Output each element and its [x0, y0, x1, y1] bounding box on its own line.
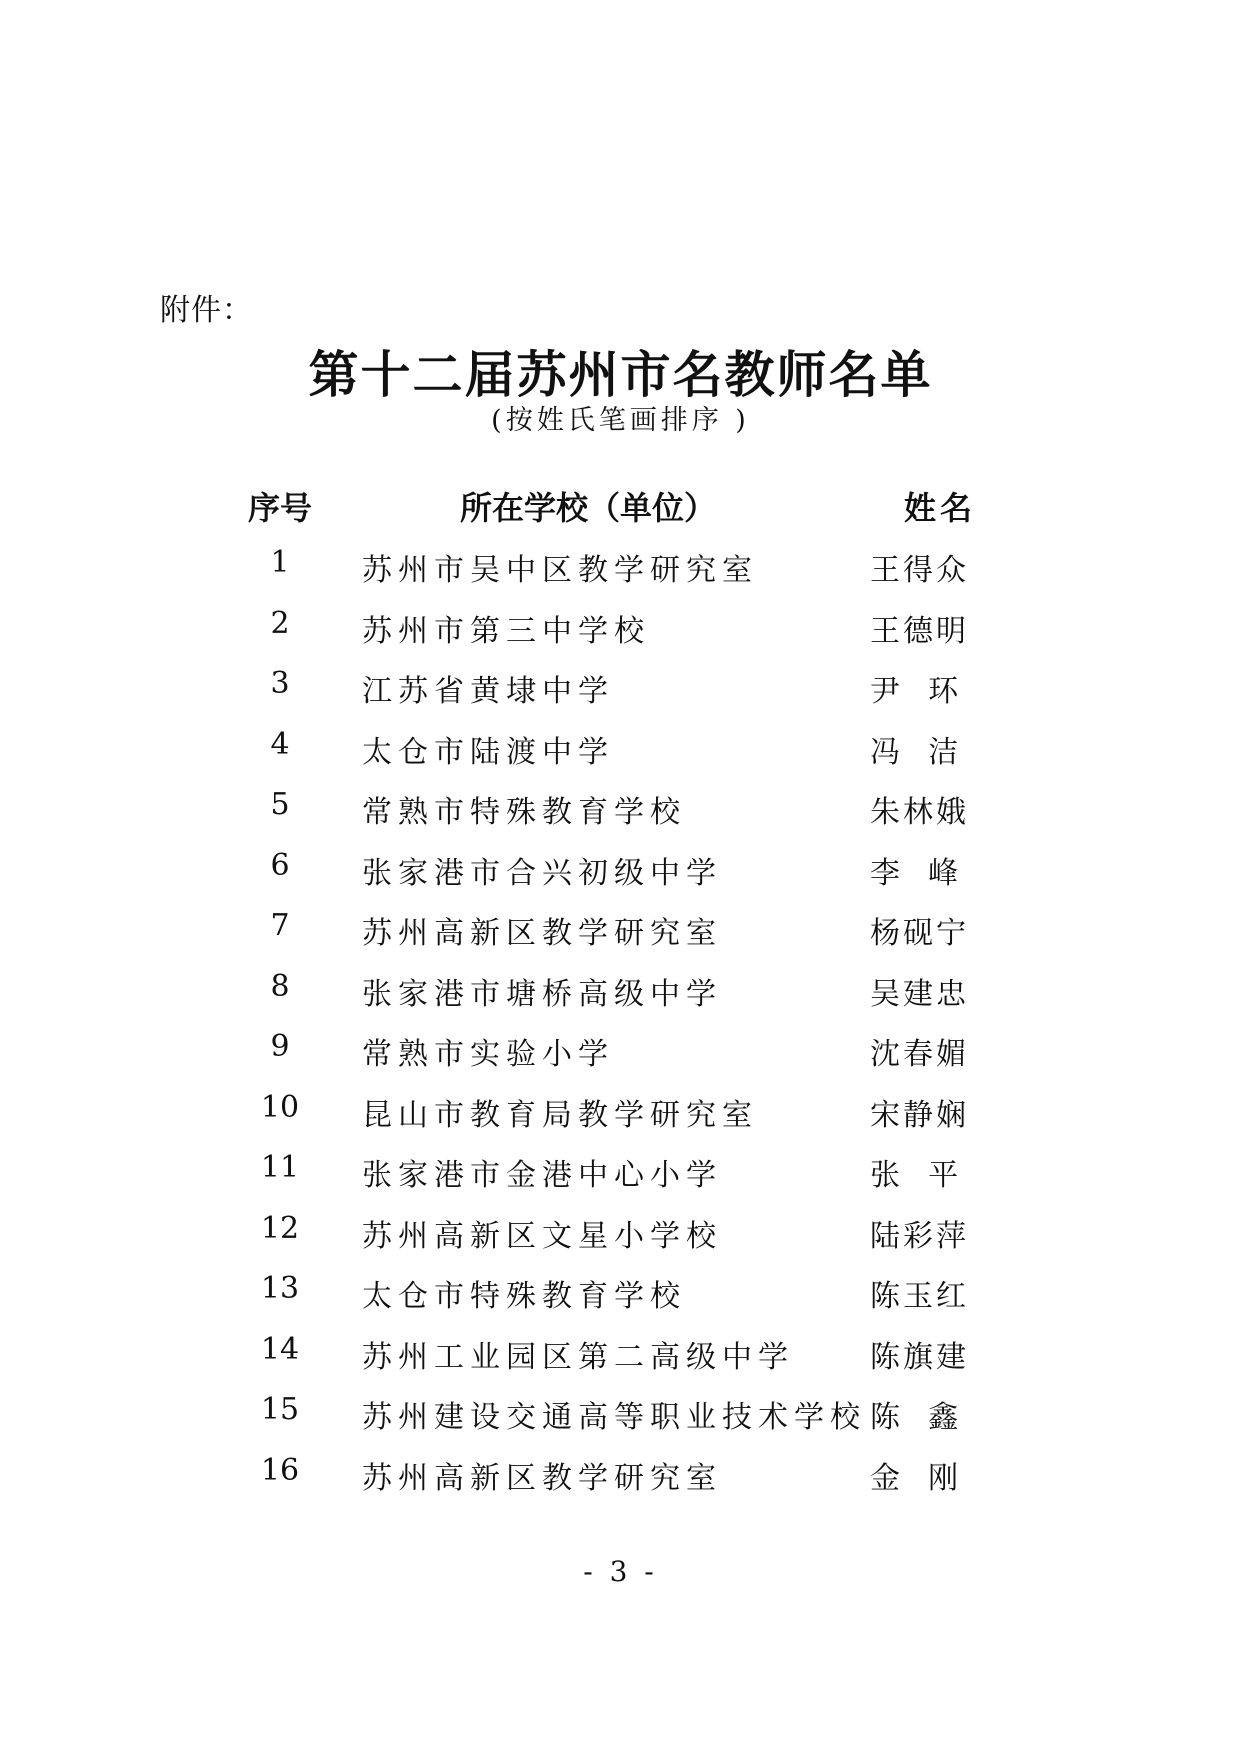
row-name: 尹 环 — [870, 674, 962, 709]
row-school: 苏州市第三中学校 — [362, 613, 650, 649]
row-school: 常熟市实验小学 — [362, 1037, 614, 1072]
table-row — [0, 1271, 1241, 1332]
row-name: 王得众 — [870, 553, 969, 588]
table-row — [0, 727, 1241, 788]
table-header — [0, 483, 1241, 533]
row-name: 张 平 — [870, 1158, 962, 1193]
row-seq: 8 — [270, 968, 290, 1004]
row-name: 朱林娥 — [870, 795, 969, 830]
row-name: 陈 鑫 — [870, 1400, 962, 1435]
table-row — [0, 908, 1241, 969]
table-row — [0, 969, 1241, 1030]
row-school: 昆山市教育局教学研究室 — [362, 1097, 758, 1133]
row-seq: 3 — [270, 666, 290, 701]
row-name: 金 刚 — [870, 1460, 962, 1496]
document-subtitle: (按姓氏笔画排序 ) — [491, 405, 750, 436]
table-row — [0, 848, 1241, 909]
table-row — [0, 1392, 1241, 1453]
table-row — [0, 1211, 1241, 1272]
row-school: 常熟市特殊教育学校 — [362, 795, 686, 830]
table-row — [0, 1029, 1241, 1090]
row-name: 李 峰 — [870, 855, 962, 891]
teacher-list — [0, 545, 1241, 1513]
header-school: 所在学校（单位） — [460, 489, 717, 527]
row-seq: 12 — [260, 1210, 300, 1246]
row-name: 冯 洁 — [870, 734, 962, 770]
row-school: 张家港市塘桥高级中学 — [362, 976, 722, 1012]
header-seq: 序号 — [247, 489, 312, 527]
table-row — [0, 1453, 1241, 1514]
row-seq: 2 — [270, 605, 290, 641]
row-seq: 10 — [260, 1089, 300, 1125]
table-row — [0, 1150, 1241, 1211]
header-name: 姓名 — [903, 489, 976, 527]
row-school: 张家港市合兴初级中学 — [362, 855, 722, 891]
table-row — [0, 1090, 1241, 1151]
document-title: 第十二届苏州市名教师名单 — [308, 345, 933, 404]
row-seq: 15 — [260, 1392, 300, 1427]
table-row — [0, 545, 1241, 606]
row-seq: 9 — [270, 1029, 290, 1064]
row-seq: 6 — [270, 847, 290, 883]
table-row — [0, 1332, 1241, 1393]
row-school: 苏州市吴中区教学研究室 — [362, 553, 758, 588]
attachment-label: 附件： — [160, 293, 253, 328]
row-school: 江苏省黄埭中学 — [362, 674, 614, 709]
row-name: 吴建忠 — [870, 976, 969, 1012]
row-name: 沈春媚 — [870, 1037, 969, 1072]
row-name: 陈旗建 — [870, 1339, 969, 1375]
row-name: 王德明 — [870, 613, 969, 649]
row-name: 陈玉红 — [870, 1279, 969, 1314]
table-row — [0, 606, 1241, 667]
page-number: - 3 - — [583, 1555, 658, 1588]
row-name: 杨砚宁 — [870, 916, 969, 951]
table-row — [0, 787, 1241, 848]
row-seq: 13 — [260, 1271, 300, 1306]
row-seq: 4 — [270, 726, 290, 762]
table-row — [0, 666, 1241, 727]
row-school: 苏州建设交通高等职业技术学校 — [362, 1400, 866, 1435]
row-school: 苏州高新区文星小学校 — [362, 1218, 722, 1254]
row-seq: 1 — [270, 545, 290, 580]
row-school: 苏州高新区教学研究室 — [362, 916, 722, 951]
row-seq: 11 — [260, 1150, 300, 1185]
row-school: 张家港市金港中心小学 — [362, 1158, 722, 1193]
row-seq: 5 — [270, 787, 290, 822]
row-name: 陆彩萍 — [870, 1218, 969, 1254]
row-seq: 7 — [270, 908, 290, 943]
row-name: 宋静娴 — [870, 1097, 969, 1133]
row-school: 太仓市陆渡中学 — [362, 734, 614, 770]
row-seq: 14 — [260, 1331, 300, 1367]
row-school: 苏州高新区教学研究室 — [362, 1460, 722, 1496]
row-school: 苏州工业园区第二高级中学 — [362, 1339, 794, 1375]
row-seq: 16 — [260, 1452, 300, 1488]
row-school: 太仓市特殊教育学校 — [362, 1279, 686, 1314]
